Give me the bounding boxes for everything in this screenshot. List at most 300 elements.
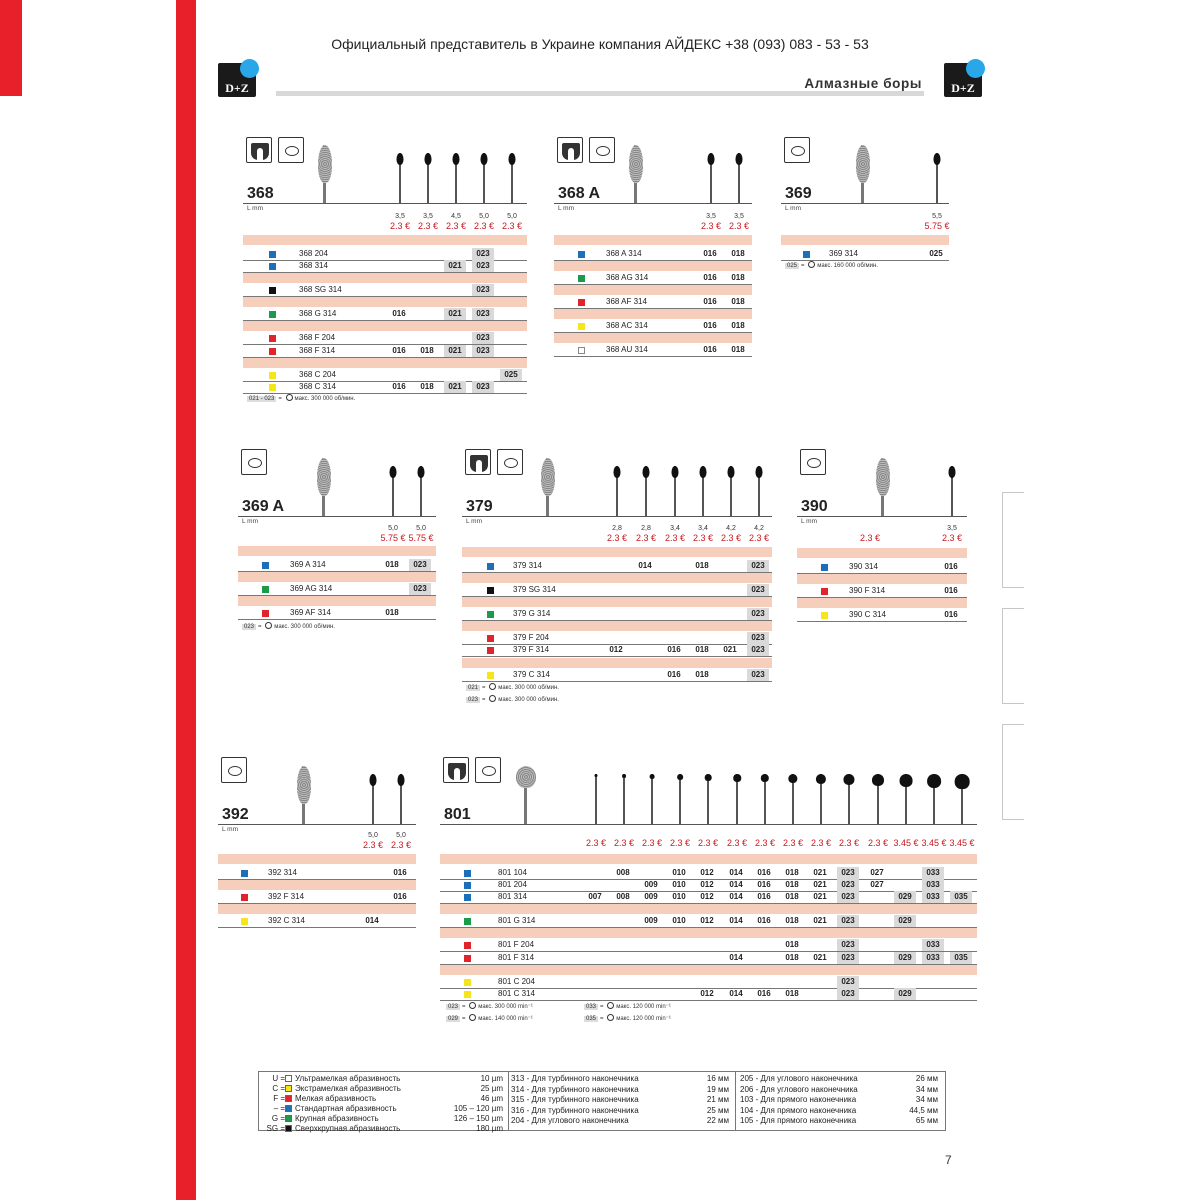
bur-silhouette [905, 774, 907, 824]
bur-silhouette [455, 153, 457, 203]
grit-color-marker [464, 991, 471, 998]
shank-desc: 315 - Для турбинного наконечника [511, 1095, 639, 1104]
product-code: 368 204 [299, 249, 328, 258]
tooth-icon [465, 449, 491, 475]
table-band [243, 273, 527, 283]
product-code: 369 AF 314 [290, 608, 331, 618]
table-row [440, 891, 977, 903]
page-title: Алмазные боры [804, 76, 922, 91]
size-code: 016 [392, 309, 406, 319]
shank-length: 34 мм [915, 1095, 938, 1104]
size-code: 023 [837, 867, 859, 879]
mouth-icon [589, 137, 615, 163]
size-code: 023 [747, 560, 769, 572]
legend-shank-row [740, 1116, 940, 1127]
table-band [440, 965, 977, 975]
table-band [797, 574, 967, 584]
table-row [462, 644, 772, 656]
price-value: 2.3 € [748, 533, 770, 543]
grit-size: 46 µm [480, 1094, 503, 1103]
table-row [462, 560, 772, 572]
product-number: 801 [444, 806, 471, 823]
size-code: 018 [420, 381, 434, 391]
size-code: 018 [731, 249, 745, 258]
size-code: 023 [472, 381, 494, 393]
note-size-box: 021 - 023 [249, 396, 275, 402]
bur-photo [546, 458, 549, 516]
product-code: 368 G 314 [299, 309, 337, 319]
table-row [797, 609, 967, 621]
product-code: 801 F 314 [498, 952, 535, 962]
size-code: 023 [837, 915, 859, 927]
grit-size: 105 – 120 µm [453, 1104, 503, 1113]
table-band [554, 261, 752, 271]
table-row [243, 381, 527, 393]
price-value: 2.3 € [585, 838, 607, 848]
table-row [238, 559, 436, 571]
rpm-icon [469, 1014, 476, 1021]
size-code: 018 [695, 645, 709, 655]
size-code: 014 [729, 952, 743, 962]
legend-shank-row [511, 1116, 731, 1127]
product-code: 379 314 [513, 561, 542, 570]
grit-color-marker [269, 263, 276, 270]
grit-name: Мелкая абразивность [295, 1094, 377, 1103]
note-text: макс. 300 000 об/мин. [274, 624, 335, 630]
grit-color-marker [285, 1105, 292, 1112]
size-code: 023 [472, 332, 494, 344]
bur-silhouette [702, 466, 704, 516]
shank-desc: 313 - Для турбинного наконечника [511, 1074, 639, 1083]
legend-shank-row [511, 1106, 731, 1117]
product-code: 368 C 314 [299, 381, 336, 391]
legend-table [258, 1071, 946, 1131]
size-code: 012 [700, 880, 714, 890]
grit-color-marker [241, 870, 248, 877]
header-rule [238, 516, 436, 517]
shank-length: 26 мм [915, 1074, 938, 1083]
bur-silhouette [730, 466, 732, 516]
product-code: 379 C 314 [513, 669, 550, 679]
length-value: 5,0 [507, 213, 517, 220]
size-code: 023 [472, 284, 494, 296]
length-unit-label: L mm [222, 826, 239, 833]
size-code: 016 [393, 868, 407, 877]
table-row [440, 915, 977, 927]
side-tab[interactable] [1002, 608, 1024, 704]
note-size-box: 023 [468, 697, 479, 703]
bur-silhouette [372, 774, 374, 824]
table-row [462, 608, 772, 620]
rpm-icon [489, 695, 496, 702]
size-code: 029 [894, 988, 916, 1000]
row-rule [440, 1000, 977, 1001]
price-value: 3.45 € [893, 838, 919, 848]
grit-color-marker [285, 1115, 292, 1122]
mouth-icon [800, 449, 826, 475]
bur-silhouette [820, 774, 822, 824]
product-code: 379 F 204 [513, 633, 550, 643]
grit-size: 180 µm [476, 1124, 503, 1133]
product-number: 369 A [242, 498, 285, 515]
table-band [462, 547, 772, 557]
product-code: 392 F 314 [268, 892, 305, 902]
bur-silhouette [792, 774, 794, 824]
size-code: 023 [472, 308, 494, 320]
price-value: 5.75 € [924, 221, 950, 231]
bur-photo [861, 145, 864, 203]
size-code: 033 [922, 879, 944, 891]
size-code: 016 [667, 669, 681, 679]
table-band [462, 573, 772, 583]
mouth-icon [221, 757, 247, 783]
header-rule [554, 203, 752, 204]
table-band [797, 598, 967, 608]
header-rule [218, 824, 416, 825]
table-row [243, 369, 527, 381]
size-code: 023 [409, 559, 431, 571]
size-code: 012 [609, 645, 623, 655]
length-value: 2,8 [641, 525, 651, 532]
size-code: 016 [667, 645, 681, 655]
header-rule [781, 203, 949, 204]
grit-key: C = [272, 1084, 285, 1093]
table-row [238, 607, 436, 619]
product-code: 801 C 314 [498, 988, 535, 998]
grit-name: Сверхкрупная абразивность [295, 1124, 401, 1133]
size-code: 023 [837, 952, 859, 964]
price-value: 2.3 € [838, 838, 860, 848]
grit-color-marker [821, 588, 828, 595]
size-code: 023 [837, 988, 859, 1000]
side-tab[interactable] [1002, 724, 1024, 820]
header-rule [440, 824, 977, 825]
price-value: 2.3 € [720, 533, 742, 543]
note-text: макс. 140 000 min⁻¹ [478, 1016, 533, 1022]
grit-name: Крупная абразивность [295, 1114, 379, 1123]
price-value: 2.3 € [362, 840, 384, 850]
product-code: 801 C 204 [498, 976, 535, 986]
bur-silhouette [623, 774, 625, 824]
grit-key: F = [273, 1094, 285, 1103]
note-text: макс. 120 000 min⁻¹ [616, 1016, 671, 1022]
table-band [218, 880, 416, 890]
size-code: 018 [731, 321, 745, 331]
note-text: макс. 300 000 об/мин. [498, 697, 559, 703]
table-band [243, 297, 527, 307]
size-code: 021 [813, 952, 827, 962]
grit-color-marker [487, 587, 494, 594]
shank-length: 16 мм [706, 1074, 729, 1083]
note-text: макс. 300 000 об/мин. [294, 396, 356, 402]
size-code: 023 [837, 891, 859, 903]
rpm-icon [265, 622, 272, 629]
size-code: 016 [944, 562, 958, 571]
length-value: 3,5 [706, 213, 716, 220]
size-code: 027 [870, 868, 884, 877]
size-code: 016 [703, 273, 717, 283]
size-code: 023 [747, 632, 769, 644]
grit-name: Экстрамелкая абразивность [295, 1084, 401, 1093]
size-code: 023 [472, 248, 494, 260]
grit-key: U = [272, 1074, 285, 1083]
bur-silhouette [674, 466, 676, 516]
size-code: 021 [444, 308, 466, 320]
product-code: 368 AF 314 [606, 297, 647, 307]
tooth-icon [246, 137, 272, 163]
legend-shank-row [511, 1085, 731, 1096]
size-code: 018 [785, 952, 799, 962]
size-code: 025 [929, 249, 943, 258]
size-code: 018 [785, 892, 799, 902]
shank-desc: 103 - Для прямого наконечника [740, 1095, 857, 1104]
length-value: 5,0 [479, 213, 489, 220]
shank-length: 21 мм [706, 1095, 729, 1104]
shank-desc: 104 - Для прямого наконечника [740, 1105, 857, 1115]
price-value: 5.75 € [408, 533, 434, 543]
bur-silhouette [848, 774, 850, 824]
table-band [554, 235, 752, 245]
bur-silhouette [764, 774, 766, 824]
size-code: 018 [785, 940, 799, 950]
note-size-box: 033 [586, 1004, 597, 1010]
table-band [462, 597, 772, 607]
bur-silhouette [511, 153, 513, 203]
size-code: 018 [385, 560, 399, 569]
rpm-icon [607, 1002, 614, 1009]
price-value: 2.3 € [389, 221, 411, 231]
bur-silhouette [483, 153, 485, 203]
size-code: 014 [638, 561, 652, 570]
size-code: 018 [731, 297, 745, 307]
bur-photo [634, 145, 637, 203]
table-row [440, 952, 977, 964]
size-code: 010 [672, 880, 686, 890]
size-code: 010 [672, 892, 686, 902]
brand-logo [218, 63, 256, 97]
bur-silhouette [399, 153, 401, 203]
size-code: 009 [644, 880, 658, 890]
shank-desc: 204 - Для углового наконечника [511, 1116, 629, 1125]
table-row [218, 867, 416, 879]
length-value: 3,4 [698, 525, 708, 532]
size-code: 033 [922, 952, 944, 964]
side-tab[interactable] [1002, 492, 1024, 588]
grit-color-marker [262, 562, 269, 569]
size-code: 007 [588, 892, 602, 902]
product-code: 801 204 [498, 880, 527, 890]
size-code: 023 [409, 583, 431, 595]
grit-color-marker [578, 299, 585, 306]
size-code: 016 [703, 249, 717, 258]
price-value: 2.3 € [782, 838, 804, 848]
shank-length: 44,5 мм [909, 1105, 938, 1115]
legend-grit-row [263, 1114, 507, 1124]
product-code: 801 104 [498, 868, 527, 877]
legend-grit-row [263, 1124, 507, 1134]
product-code: 379 F 314 [513, 645, 550, 655]
header-rule [243, 203, 527, 204]
table-row [781, 248, 949, 260]
grit-color-marker [578, 347, 585, 354]
shank-length: 34 мм [915, 1084, 938, 1094]
rpm-icon [286, 394, 293, 401]
rpm-icon [469, 1002, 476, 1009]
bur-silhouette [616, 466, 618, 516]
shank-desc: 105 - Для прямого наконечника [740, 1116, 857, 1125]
row-rule [554, 356, 752, 357]
row-rule [462, 681, 772, 682]
bur-silhouette [400, 774, 402, 824]
size-code: 012 [700, 868, 714, 877]
price-value: 2.3 € [664, 533, 686, 543]
length-value: 5,0 [396, 832, 406, 839]
size-code: 023 [747, 584, 769, 596]
table-band [554, 285, 752, 295]
bur-silhouette [951, 466, 953, 516]
grit-name: Стандартная абразивность [295, 1104, 397, 1113]
grit-color-marker [464, 942, 471, 949]
size-code: 023 [837, 939, 859, 951]
size-code: 016 [944, 586, 958, 596]
size-code: 010 [672, 916, 686, 926]
size-code: 023 [472, 345, 494, 357]
grit-color-marker [578, 323, 585, 330]
price-value: 2.3 € [700, 221, 722, 231]
shank-length: 19 мм [706, 1084, 729, 1094]
size-code: 016 [392, 381, 406, 391]
bur-silhouette [392, 466, 394, 516]
length-value: 5,0 [368, 832, 378, 839]
grit-color-marker [487, 672, 494, 679]
length-unit-label: L mm [801, 518, 818, 525]
legend-grit-row [263, 1104, 507, 1114]
bur-silhouette [651, 774, 653, 824]
table-band [243, 321, 527, 331]
table-band [238, 596, 436, 606]
length-unit-label: L mm [785, 205, 802, 212]
grit-color-marker [241, 918, 248, 925]
size-code: 012 [700, 892, 714, 902]
price-value: 2.3 € [669, 838, 691, 848]
table-band [218, 854, 416, 864]
grit-color-marker [269, 335, 276, 342]
length-value: 4,2 [754, 525, 764, 532]
size-code: 008 [616, 892, 630, 902]
shank-desc: 314 - Для турбинного наконечника [511, 1084, 639, 1094]
grit-size: 126 – 150 µm [453, 1114, 503, 1123]
size-code: 021 [813, 916, 827, 926]
grit-color-marker [269, 287, 276, 294]
size-code: 016 [757, 880, 771, 890]
grit-color-marker [269, 348, 276, 355]
table-band [797, 548, 967, 558]
table-row [243, 308, 527, 320]
note-text: макс. 120 000 min⁻¹ [616, 1004, 671, 1010]
grit-color-marker [464, 918, 471, 925]
grit-color-marker [262, 610, 269, 617]
bur-silhouette [707, 774, 709, 824]
grit-color-marker [285, 1075, 292, 1082]
length-value: 2,8 [612, 525, 622, 532]
size-code: 018 [695, 561, 709, 570]
size-code: 016 [703, 345, 717, 355]
length-value: 3,5 [423, 213, 433, 220]
length-value: 4,2 [726, 525, 736, 532]
price-value: 5.75 € [380, 533, 406, 543]
product-number: 368 A [558, 185, 601, 202]
length-unit-label: L mm [558, 205, 575, 212]
grit-color-marker [464, 979, 471, 986]
price-value: 2.3 € [445, 221, 467, 231]
price-value: 2.3 € [641, 838, 663, 848]
grit-color-marker [269, 384, 276, 391]
table-row [440, 867, 977, 879]
bur-photo [524, 766, 527, 824]
grit-color-marker [269, 311, 276, 318]
table-row [243, 332, 527, 344]
size-code: 014 [729, 868, 743, 877]
bur-silhouette [758, 466, 760, 516]
note-size-box: 029 [448, 1016, 459, 1022]
table-band [462, 621, 772, 631]
grit-color-marker [464, 870, 471, 877]
bur-photo [323, 145, 326, 203]
speed-note: 023 = макс. 300 000 min⁻¹ [448, 1004, 533, 1010]
product-code: 368 C 204 [299, 369, 336, 379]
grit-color-marker [821, 612, 828, 619]
speed-note: 029 = макс. 140 000 min⁻¹ [448, 1016, 533, 1022]
product-code: 379 G 314 [513, 609, 551, 619]
product-code: 392 314 [268, 868, 297, 877]
price-value: 2.3 € [692, 533, 714, 543]
size-code: 023 [747, 644, 769, 656]
length-value: 3,5 [395, 213, 405, 220]
row-rule [797, 621, 967, 622]
size-code: 023 [837, 976, 859, 988]
product-code: 801 G 314 [498, 916, 536, 926]
table-band [554, 333, 752, 343]
brand-logo-right [944, 63, 982, 97]
table-row [243, 260, 527, 272]
size-code: 010 [672, 868, 686, 877]
note-text: макс. 300 000 min⁻¹ [478, 1004, 533, 1010]
grit-color-marker [464, 894, 471, 901]
table-row [554, 248, 752, 260]
length-value: 4,5 [451, 213, 461, 220]
length-value: 3,4 [670, 525, 680, 532]
size-code: 018 [731, 345, 745, 355]
product-code: 390 F 314 [849, 586, 886, 596]
price-value: 2.3 € [417, 221, 439, 231]
bur-silhouette [595, 774, 597, 824]
grit-size: 25 µm [480, 1084, 503, 1093]
note-size-box: 021 [468, 685, 479, 691]
legend-shank-row [740, 1106, 940, 1117]
size-code: 033 [922, 891, 944, 903]
product-code: 368 A 314 [606, 249, 642, 258]
price-value: 2.3 € [754, 838, 776, 848]
mouth-icon [784, 137, 810, 163]
table-band [243, 358, 527, 368]
note-size-box: 023 [244, 624, 255, 630]
table-band [462, 658, 772, 668]
table-band [238, 572, 436, 582]
size-code: 023 [747, 608, 769, 620]
product-code: 801 314 [498, 892, 527, 902]
rpm-icon [607, 1014, 614, 1021]
size-code: 027 [870, 880, 884, 890]
